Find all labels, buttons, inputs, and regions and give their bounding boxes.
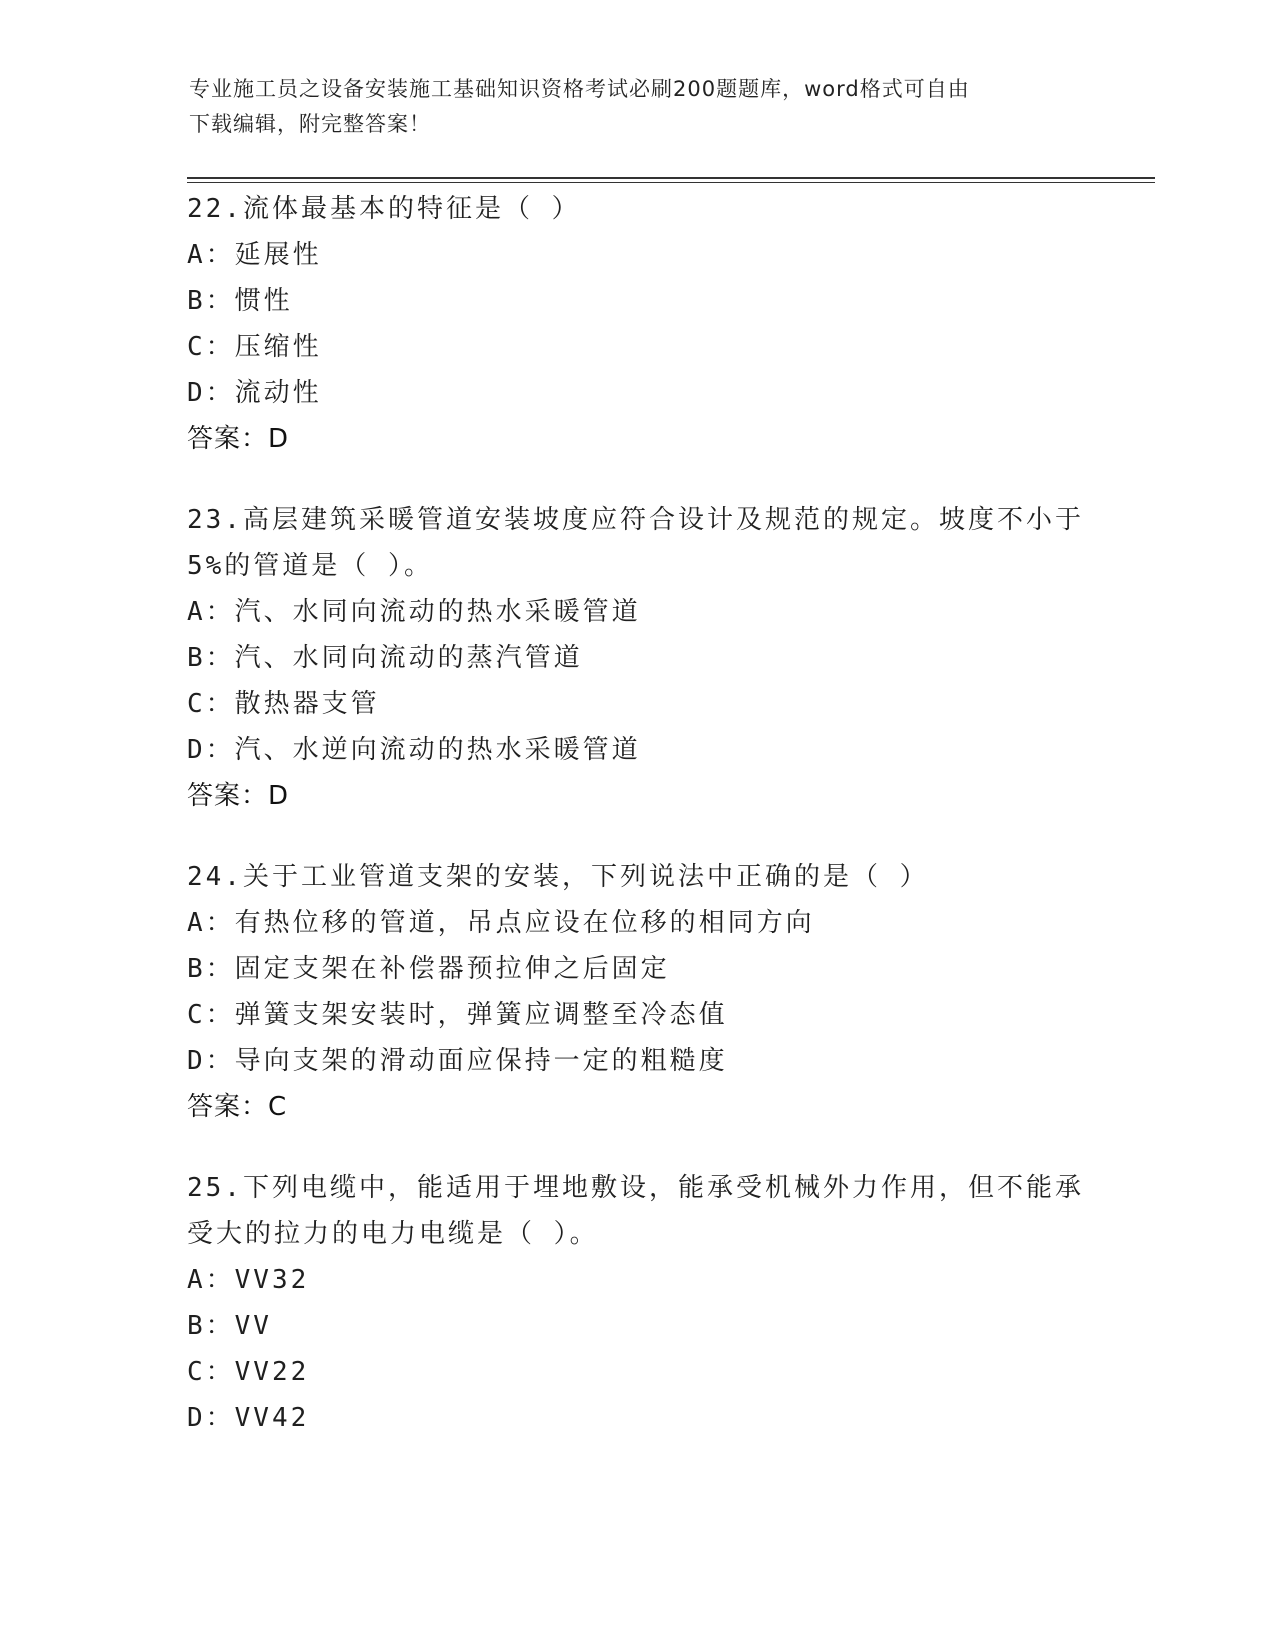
option-c: C：压缩性 (187, 332, 322, 362)
option-d: D：流动性 (187, 378, 322, 408)
question-24 (187, 854, 1087, 1130)
option-c: C：散热器支管 (187, 689, 380, 719)
option-a: A：汽、水同向流动的热水采暖管道 (187, 597, 641, 627)
question-stem-line-1: 25.下列电缆中，能适用于埋地敷设，能承受机械外力作用，但不能承 (187, 1173, 1084, 1203)
header-line-1: 专业施工员之设备安装施工基础知识资格考试必刷200题题库，word格式可自由 (189, 77, 970, 101)
option-d: D：汽、水逆向流动的热水采暖管道 (187, 735, 641, 765)
question-stem-line-1: 23.高层建筑采暖管道安装坡度应符合设计及规范的规定。坡度不小于 (187, 505, 1084, 535)
option-c: C：VV22 (187, 1357, 310, 1387)
option-d: D：导向支架的滑动面应保持一定的粗糙度 (187, 1046, 728, 1076)
answer-label: 答案：C (187, 1092, 288, 1122)
header-line-2: 下载编辑，附完整答案！ (189, 112, 431, 136)
option-b: B：VV (187, 1311, 272, 1341)
answer-label: 答案：D (187, 781, 290, 811)
question-23 (187, 497, 1087, 819)
option-d: D：VV42 (187, 1403, 310, 1433)
question-25 (187, 1165, 1087, 1441)
question-stem-line-2: 受大的拉力的电力电缆是（ ）。 (187, 1219, 599, 1249)
option-b: B：惯性 (187, 286, 293, 316)
option-a: A：延展性 (187, 240, 322, 270)
option-a: A：有热位移的管道，吊点应设在位移的相同方向 (187, 908, 815, 938)
option-a: A：VV32 (187, 1265, 310, 1295)
option-b: B：汽、水同向流动的蒸汽管道 (187, 643, 583, 673)
answer-label: 答案：D (187, 424, 290, 454)
header-divider (187, 177, 1155, 183)
question-22 (187, 186, 1087, 462)
question-stem: 22.流体最基本的特征是（ ） (187, 194, 581, 224)
option-b: B：固定支架在补偿器预拉伸之后固定 (187, 954, 670, 984)
question-list (187, 186, 1087, 1476)
question-stem: 24.关于工业管道支架的安装，下列说法中正确的是（ ） (187, 862, 929, 892)
document-header (189, 72, 1069, 142)
option-c: C：弹簧支架安装时，弹簧应调整至冷态值 (187, 1000, 728, 1030)
question-stem-line-2: 5%的管道是（ ）。 (187, 551, 433, 581)
